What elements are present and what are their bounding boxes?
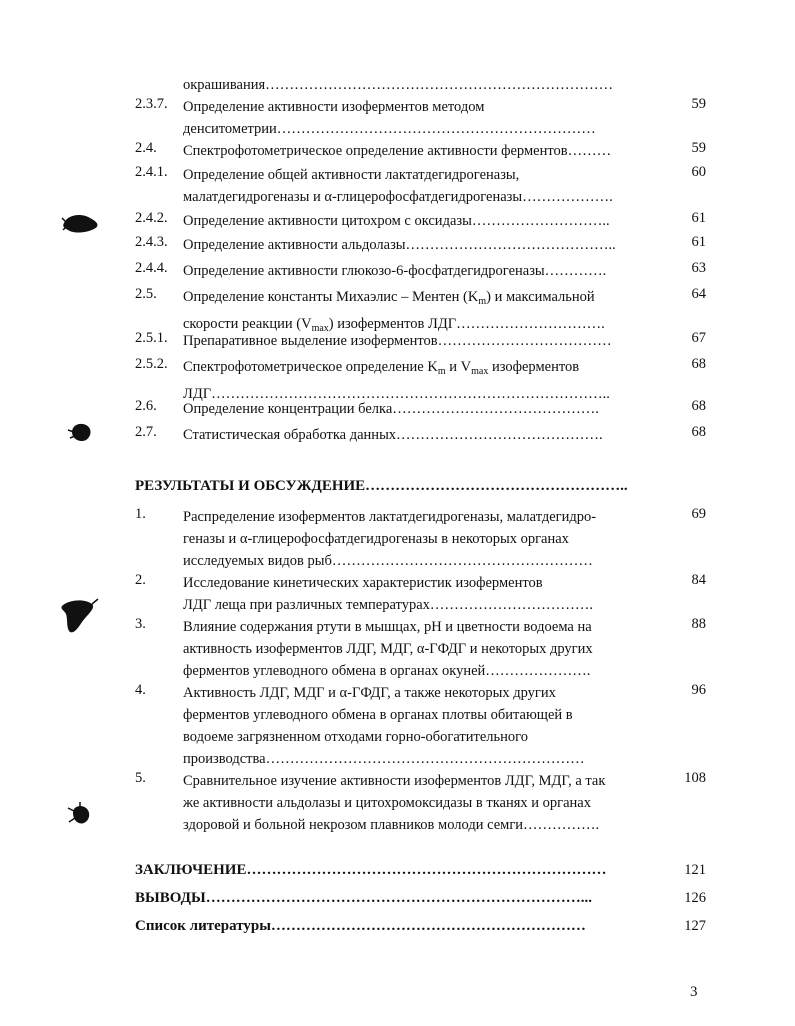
toc-entry-page: 67	[691, 330, 706, 346]
toc-entry-title	[183, 260, 673, 282]
results-entry-title-line: ферментов углеводного обмена в органах плотвы обитающей в	[183, 707, 573, 723]
results-entry-title	[183, 616, 673, 682]
toc-entry-page: 61	[691, 234, 706, 250]
results-entry-title-line: Влияние содержания ртути в мышцах, pH и цветности водоема на	[183, 619, 592, 635]
toc-entry-number: 2.5.	[135, 286, 157, 302]
results-entry-title	[183, 770, 673, 836]
toc-entry-page: 64	[691, 286, 706, 302]
toc-entry-number: 2.5.1.	[135, 330, 168, 346]
section-title: Список литературы………………………………………………………	[135, 918, 586, 934]
section-title: ВЫВОДЫ…………………………………………………………………...	[135, 890, 592, 906]
ink-blot-3	[58, 596, 100, 638]
toc-entry-number: 2.4.	[135, 140, 157, 156]
toc-entry-title-line: ЛДГ………………………………………………………………………..	[183, 386, 610, 402]
results-entry-title	[183, 506, 673, 572]
results-entry-title-line: активность изоферментов ЛДГ, МДГ, α-ГФДГ и некоторых других	[183, 641, 593, 657]
toc-entry-title-line: Спектрофотометрическое определение $K_m$ и $V_{max}$ изоферментов	[183, 359, 580, 377]
results-entry-title-line: ферментов углеводного обмена в органах окуней………………….	[183, 663, 591, 679]
toc-entry-page: 61	[691, 210, 706, 226]
toc-entry-number: 2.4.2.	[135, 210, 168, 226]
toc-entry-title-line: Определение активности изоферментов методом	[183, 99, 485, 115]
results-entry-number: 2.	[135, 572, 146, 588]
results-entry-title-line: геназы и α-глицерофосфатдегидрогеназы в некоторых органах	[183, 531, 569, 547]
toc-entry-title	[183, 210, 673, 232]
results-entry-page: 84	[691, 572, 706, 588]
results-entry-title-line: Распределение изоферментов лактатдегидрогеназы, малатдегидро-	[183, 509, 597, 525]
toc-entry-number: 2.4.1.	[135, 164, 168, 180]
toc-entry-title-line: денситометрии…………………………………………………………	[183, 121, 596, 137]
results-entry-title-line: ЛДГ леща при различных температурах…………………………….	[183, 597, 594, 613]
toc-entry-number: 2.7.	[135, 424, 157, 440]
toc-entry-title-line: Спектрофотометрическое определение активности ферментов………	[183, 143, 612, 159]
results-entry-page: 88	[691, 616, 706, 632]
results-entry-title	[183, 682, 673, 770]
results-entry-title-line: водоеме загрязненном отходами горно-обогатительного	[183, 729, 528, 745]
toc-entry-title-line: Определение концентрации белка…………………………………….	[183, 401, 599, 417]
toc-entry-page: 59	[691, 96, 706, 112]
toc-entry-number: 2.5.2.	[135, 356, 168, 372]
toc-entry-page: 60	[691, 164, 706, 180]
results-heading: РЕЗУЛЬТАТЫ И ОБСУЖДЕНИЕ……………………………………………..	[135, 478, 628, 494]
toc-entry-title-line: Определение активности цитохром с оксидазы………………………..	[183, 213, 610, 229]
results-entry-title-line: здоровой и больной некрозом плавников молоди семги…………….	[183, 817, 600, 833]
toc-entry-page: 68	[691, 356, 706, 372]
toc-entry-page: 63	[691, 260, 706, 276]
toc-entry-title-line: Определение активности глюкозо-6-фосфатдегидрогеназы………….	[183, 263, 607, 279]
ink-blot-1	[60, 210, 102, 236]
toc-entry-page: 68	[691, 424, 706, 440]
toc-entry-title	[183, 164, 673, 208]
toc-entry-number: 2.4.3.	[135, 234, 168, 250]
results-entry-title	[183, 572, 673, 616]
section-page: 126	[684, 890, 706, 906]
toc-entry-title	[183, 74, 673, 96]
toc-entry-page: 59	[691, 140, 706, 156]
section-title: ЗАКЛЮЧЕНИЕ………………………………………………………………	[135, 862, 607, 878]
results-entry-title-line: же активности альдолазы и цитохромоксидазы в тканях и органах	[183, 795, 591, 811]
ink-blot-2	[66, 420, 94, 444]
results-entry-page: 69	[691, 506, 706, 522]
toc-entry-number: 2.3.7.	[135, 96, 168, 112]
toc-entry-title-line: Определение константы Михаэлис – Ментен $(K_m)$ и максимальной	[183, 289, 595, 307]
toc-entry-title-line: Определение активности альдолазы……………………………………..	[183, 237, 616, 253]
results-entry-number: 4.	[135, 682, 146, 698]
toc-entry-title	[183, 398, 673, 420]
results-entry-number: 5.	[135, 770, 146, 786]
toc-entry-title-line: окрашивания………………………………………………………………	[183, 77, 614, 93]
toc-entry-title	[183, 140, 673, 162]
toc-entry-number: 2.4.4.	[135, 260, 168, 276]
toc-entry-title	[183, 96, 673, 140]
toc-entry-title	[183, 330, 673, 352]
toc-entry-title-line: Определение общей активности лактатдегидрогеназы,	[183, 167, 520, 183]
toc-entry-title-line: Препаративное выделение изоферментов………………………………	[183, 333, 612, 349]
toc-entry-title	[183, 234, 673, 256]
toc-entry-title-line: скорости реакции $(V_{max})$ изоферментов ЛДГ………………………….	[183, 316, 605, 334]
toc-entry-title	[183, 424, 673, 446]
toc-entry-title-line: Статистическая обработка данных…………………………………….	[183, 427, 603, 443]
toc-entry-page: 68	[691, 398, 706, 414]
results-entry-title-line: Исследование кинетических характеристик изоферментов	[183, 575, 543, 591]
section-page: 127	[684, 918, 706, 934]
toc-entry-number: 2.6.	[135, 398, 157, 414]
results-entry-title-line: исследуемых видов рыб………………………………………………	[183, 553, 593, 569]
results-entry-page: 96	[691, 682, 706, 698]
results-entry-number: 1.	[135, 506, 146, 522]
results-entry-number: 3.	[135, 616, 146, 632]
section-page: 121	[684, 862, 706, 878]
results-entry-title-line: производства…………………………………………………………	[183, 751, 585, 767]
toc-entry-title-line: малатдегидрогеназы и α-глицерофосфатдегидрогеназы……………….	[183, 189, 613, 205]
page-number: 3	[690, 984, 698, 1000]
results-entry-title-line: Сравнительное изучение активности изоферментов ЛДГ, МДГ, а так	[183, 773, 606, 789]
results-entry-title-line: Активность ЛДГ, МДГ и α-ГФДГ, а также некоторых других	[183, 685, 556, 701]
ink-blot-4	[66, 800, 94, 828]
results-entry-page: 108	[684, 770, 706, 786]
